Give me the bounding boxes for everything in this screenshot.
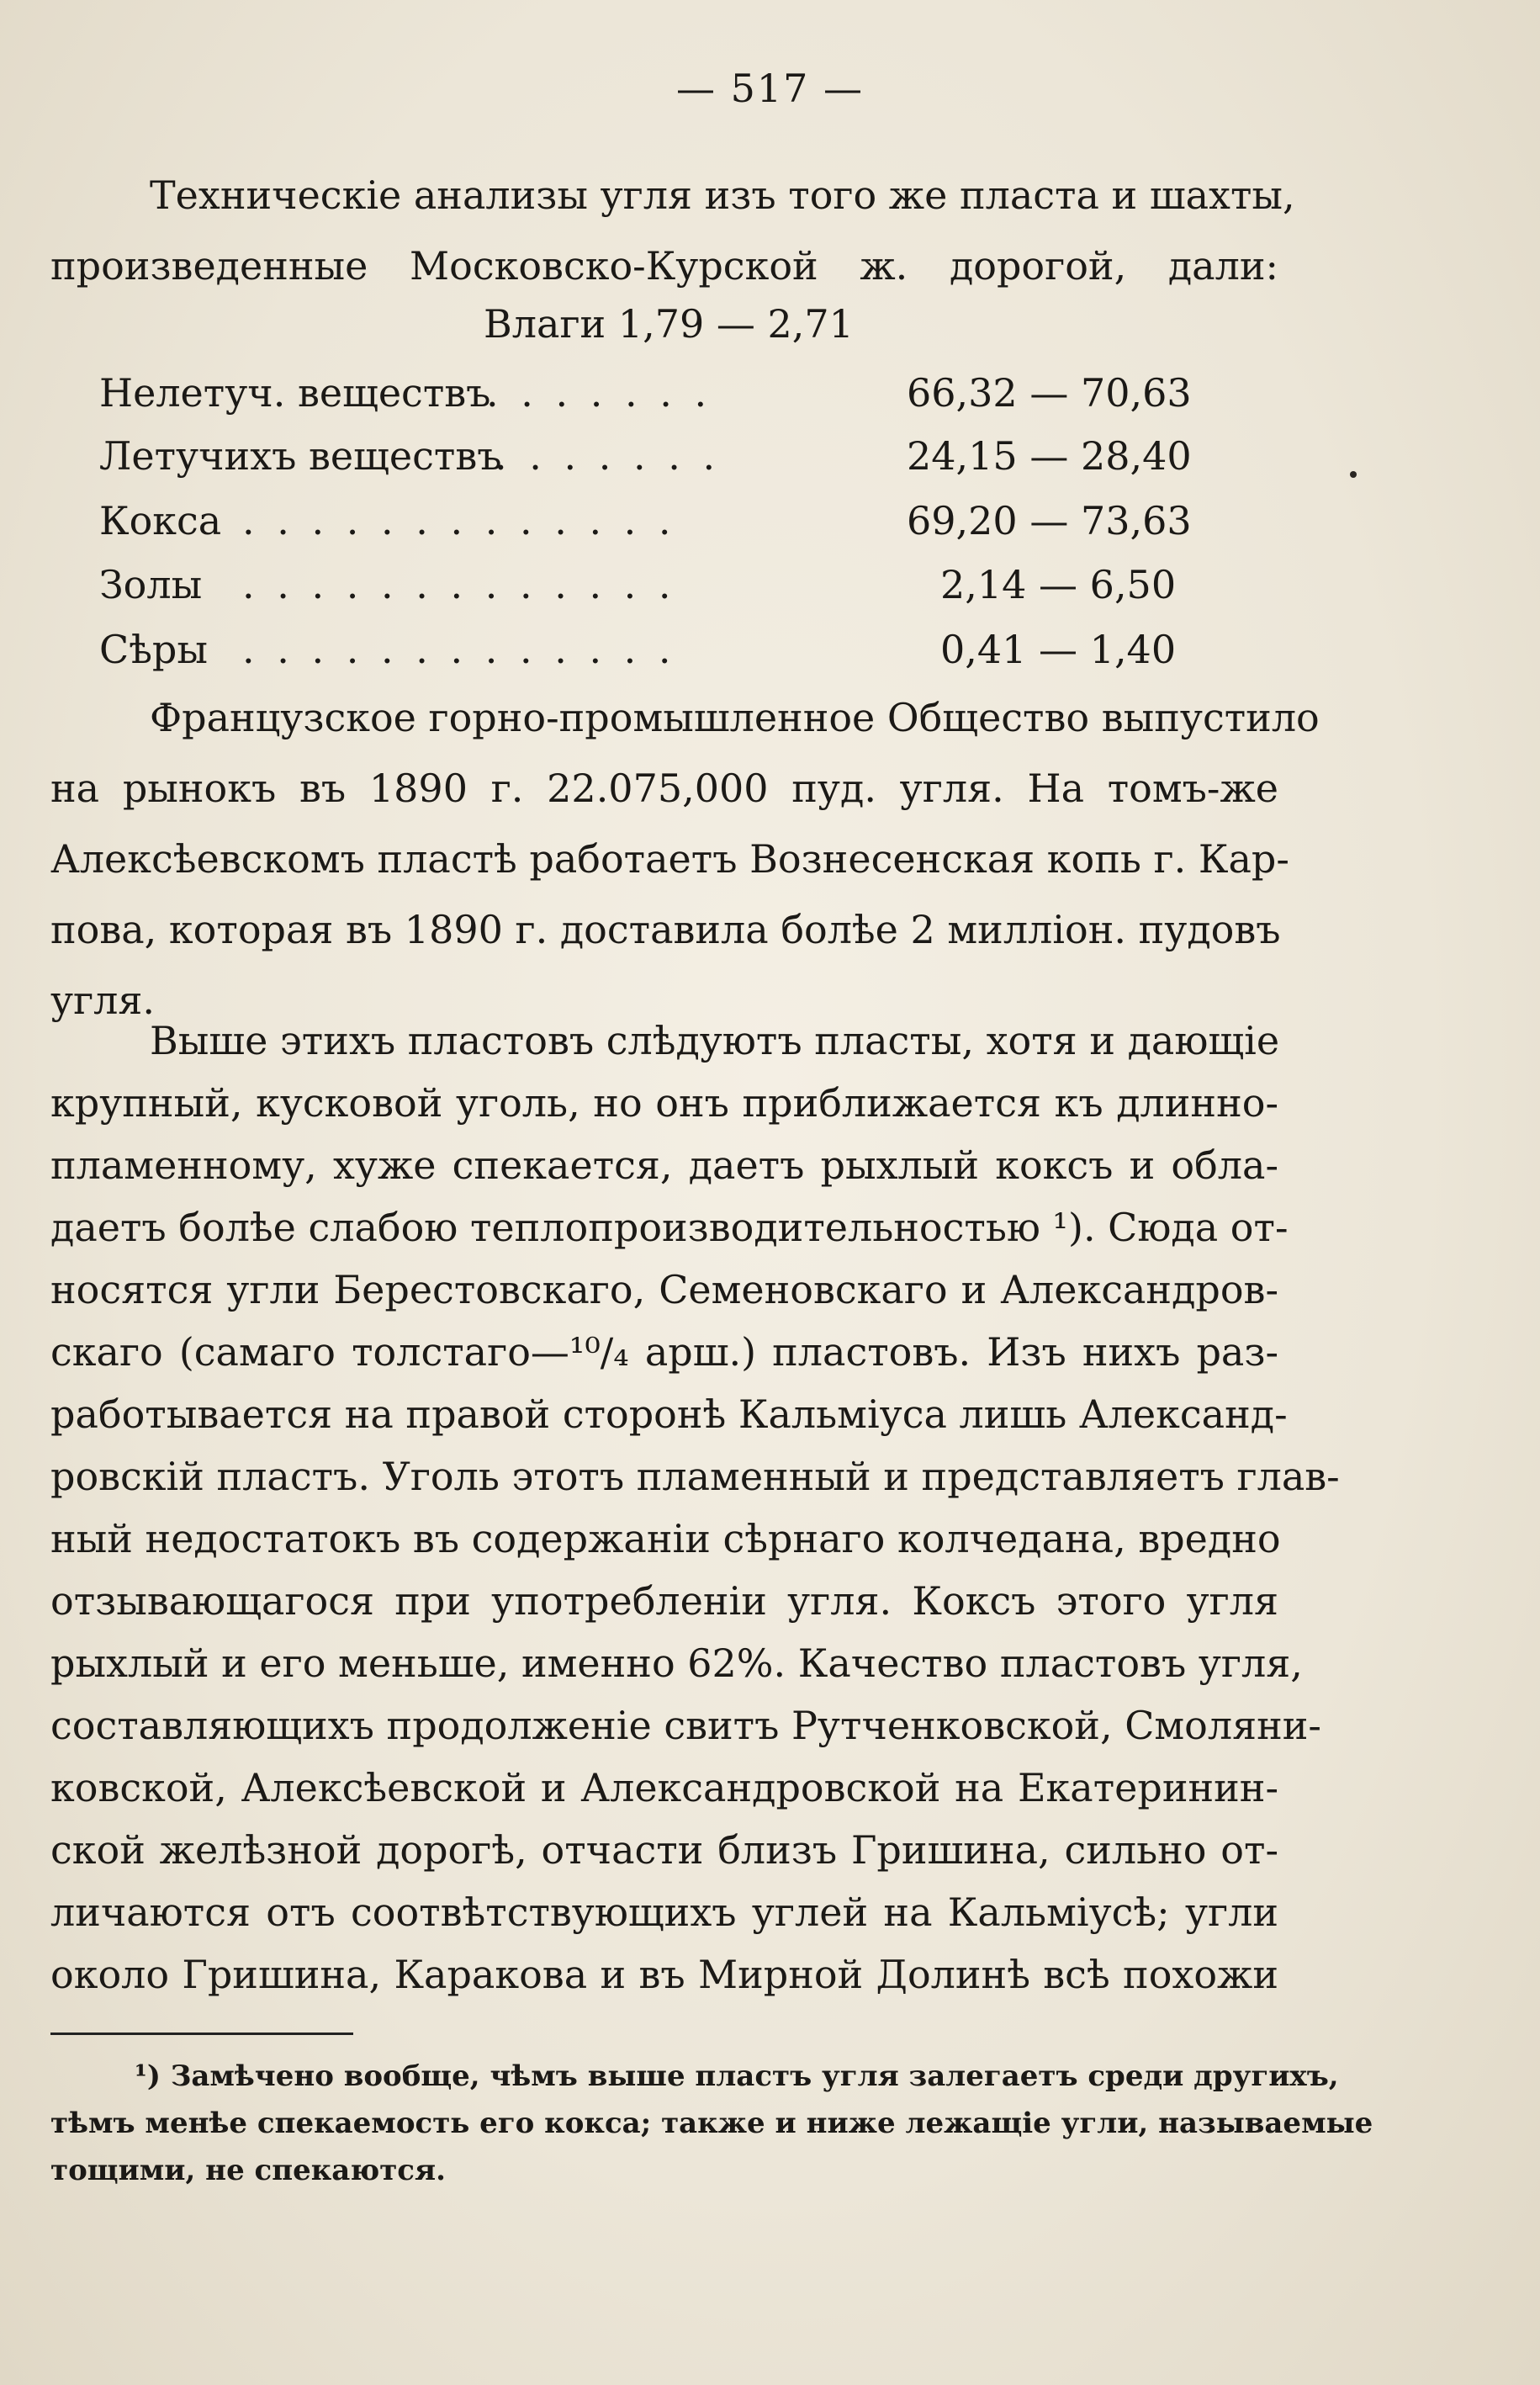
row-label: Летучихъ веществъ	[99, 433, 502, 479]
leader-dots: . . . . . . .	[486, 370, 712, 416]
row-values: 24,15 — 28,40	[907, 433, 1192, 479]
row-values: 2,14 — 6,50	[940, 562, 1177, 607]
page-number: — 517 —	[675, 66, 865, 111]
text-line: личаются отъ соотвѣтствующихъ углей на Кальміусѣ; угли	[50, 1889, 1278, 1935]
text-line: Французское горно-промышленное Общество выпустило	[150, 695, 1320, 740]
footnote-line: тощими, не спекаются.	[50, 2154, 446, 2187]
moisture-high: 2,71	[767, 301, 854, 347]
analysis-row	[99, 627, 1193, 674]
leader-dots: . . . . . . .	[495, 433, 721, 479]
text-line: ный недостатокъ въ содержаніи сѣрнаго колчедана, вредно	[50, 1516, 1281, 1561]
moisture-low: 1,79	[617, 301, 705, 347]
row-values: 66,32 — 70,63	[907, 370, 1192, 416]
row-label: Золы	[99, 562, 203, 607]
text-line: угля.	[50, 978, 156, 1023]
leader-dots: . . . . . . . . . . . . .	[242, 498, 676, 543]
text-line: ровскій пластъ. Уголь этотъ пламенный и представляетъ глав-	[50, 1454, 1340, 1499]
footnote-line: тѣмъ менѣе спекаемость его кокса; также и ниже лежащіе угли, называемые	[50, 2107, 1373, 2140]
leader-dots: . . . . . . . . . . . . .	[242, 627, 676, 672]
row-values: 0,41 — 1,40	[940, 627, 1177, 672]
text-line: пова, которая въ 1890 г. доставила болѣе 2 милліон. пудовъ	[50, 907, 1281, 952]
row-label: Нелетуч. веществъ	[99, 370, 491, 416]
text-line: Техническіе анализы угля изъ того же пласта и шахты,	[150, 172, 1295, 218]
footnote-line: ¹) Замѣчено вообще, чѣмъ выше пластъ угля залегаетъ среди другихъ,	[135, 2059, 1339, 2093]
analysis-row	[99, 498, 1193, 545]
analysis-row	[99, 370, 1193, 417]
text-line: отзывающагося при употребленіи угля. Коксъ этого угля	[50, 1578, 1278, 1624]
text-line: работывается на правой сторонѣ Кальміуса лишь Александ-	[50, 1391, 1288, 1437]
text-line: около Гришина, Каракова и въ Мирной Долинѣ всѣ похожи	[50, 1952, 1278, 1997]
text-line: пламенному, хуже спекается, даетъ рыхлый коксъ и обла-	[50, 1142, 1278, 1188]
ink-speck	[1350, 471, 1357, 478]
text-line: ской желѣзной дорогѣ, отчасти близъ Гришина, сильно от-	[50, 1827, 1278, 1873]
text-line: Выше этихъ пластовъ слѣдуютъ пласты, хотя и дающіе	[150, 1018, 1280, 1063]
row-label: Сѣры	[99, 627, 208, 672]
row-values: 69,20 — 73,63	[907, 498, 1192, 543]
text-line: Алексѣевскомъ пластѣ работаетъ Вознесенская копь г. Кар-	[50, 836, 1289, 882]
text-line: крупный, кусковой уголь, но онъ приближается къ длинно-	[50, 1080, 1278, 1126]
text-line: составляющихъ продолженіе свитъ Рутченковской, Смоляни-	[50, 1703, 1321, 1748]
leader-dots: . . . . . . . . . . . . .	[242, 562, 676, 607]
text-line: носятся угли Берестовскаго, Семеновскаго и Александров-	[50, 1267, 1278, 1312]
text-line: ковской, Алексѣевской и Александровской на Екатеринин-	[50, 1765, 1278, 1810]
analysis-row	[99, 433, 1193, 480]
text-line: рыхлый и его меньше, именно 62%. Качество пластовъ угля,	[50, 1640, 1303, 1686]
analysis-row	[99, 562, 1193, 609]
moisture-label: Влаги	[484, 301, 606, 347]
text-line: даетъ болѣе слабою теплопроизводительностью ¹). Сюда от-	[50, 1205, 1289, 1250]
text-line: скаго (самаго толстаго—¹⁰/₄ арш.) пластовъ. Изъ нихъ раз-	[50, 1329, 1278, 1375]
moisture-line: Влаги 1,79 — 2,71	[484, 301, 854, 347]
footnote-rule	[50, 2033, 353, 2035]
text-line: на рынокъ въ 1890 г. 22.075,000 пуд. угля. На томъ-же	[50, 766, 1278, 811]
text-line: произведенные Московско-Курской ж. дорогой, дали:	[50, 243, 1278, 289]
row-label: Кокса	[99, 498, 222, 543]
